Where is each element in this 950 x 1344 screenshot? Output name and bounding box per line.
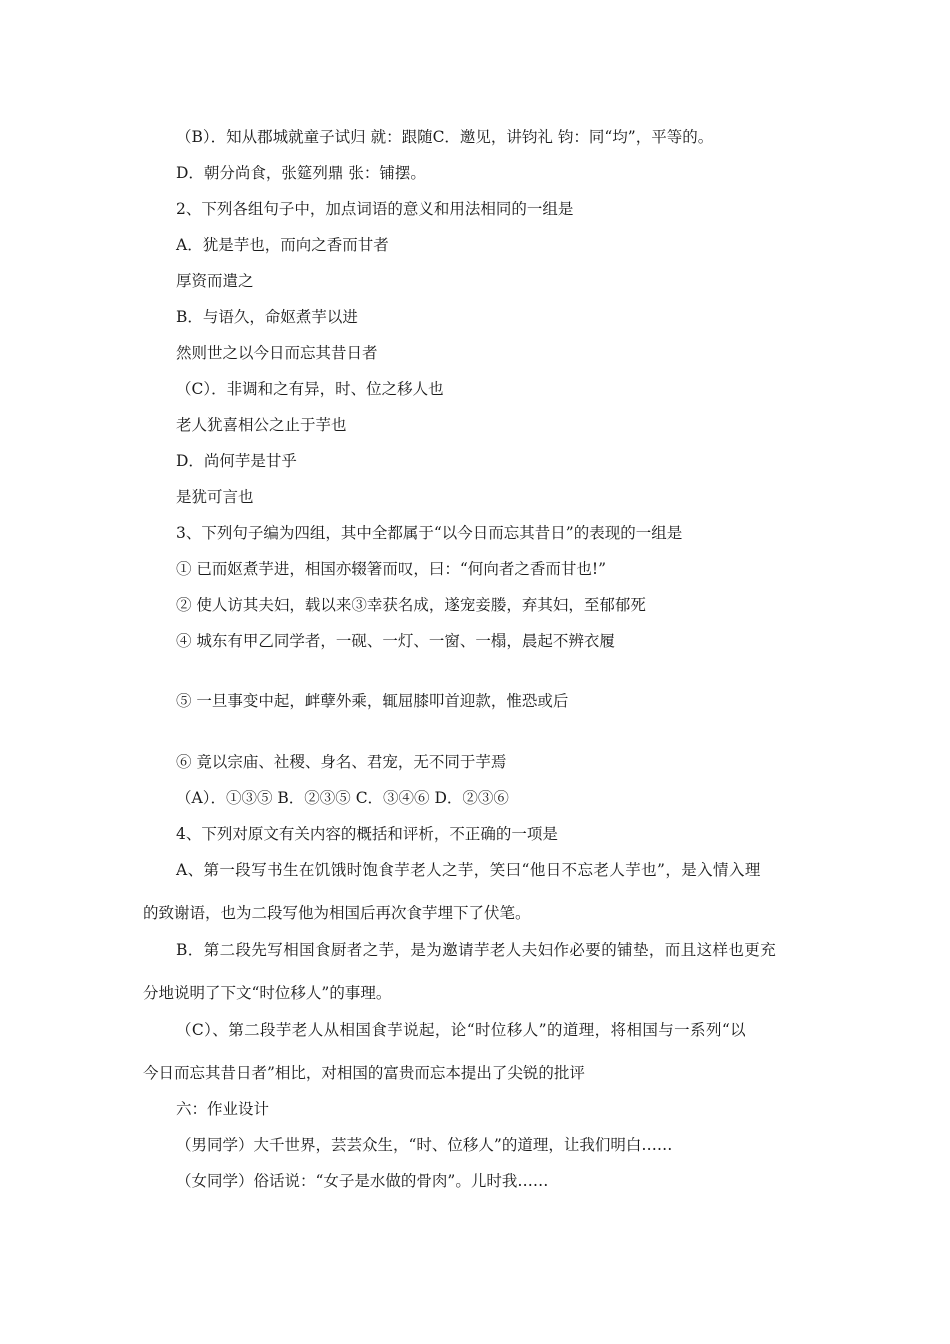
question-2-option-a-line-1: A．犹是芋也，而向之香而甘者 xyxy=(176,236,389,254)
question-2-stem: 2、下列各组句子中，加点词语的意义和用法相同的一组是 xyxy=(176,200,574,218)
section-heading-homework: 六：作业设计 xyxy=(176,1100,270,1118)
question-3-item-2-3: ② 使人访其夫妇，载以来③幸获名成，遂宠妾媵，弃其妇，至郁郁死 xyxy=(176,596,646,614)
question-4-option-a-line-2: 的致谢语，也为二段写他为相国后再次食芋埋下了伏笔。 xyxy=(143,904,531,922)
question-2-option-b-line-2: 然则世之以今日而忘其昔日者 xyxy=(176,344,378,362)
question-3-item-1: ① 已而妪煮芋进，相国亦辍箸而叹，曰：“何向者之香而甘也!” xyxy=(176,560,607,578)
text-line-option-d-vocab: D．朝分尚食，张筵列鼎 张：铺摆。 xyxy=(176,164,426,182)
question-3-item-4: ④ 城东有甲乙同学者，一砚、一灯、一窗、一榻，晨起不辨衣履 xyxy=(176,632,615,650)
question-3-item-5: ⑤ 一旦事变中起，衅孽外乘，辄屈膝叩首迎款，惟恐或后 xyxy=(176,692,569,710)
question-2-option-a-line-2: 厚资而遣之 xyxy=(176,272,254,290)
question-2-option-d-line-2: 是犹可言也 xyxy=(176,488,254,506)
question-2-option-b-line-1: B．与语久，命妪煮芋以进 xyxy=(176,308,358,326)
question-2-option-c-line-1: （C）．非调和之有异，时、位之移人也 xyxy=(176,380,444,398)
question-4-stem: 4、下列对原文有关内容的概括和评析，不正确的一项是 xyxy=(176,825,558,843)
homework-female-students: （女同学）俗话说：“女子是水做的骨肉”。儿时我…… xyxy=(176,1172,549,1190)
question-4-option-b-line-2: 分地说明了下文“时位移人”的事理。 xyxy=(143,984,392,1002)
text-line-option-b-vocab: （B）．知从郡城就童子试归 就：跟随C．邀见，讲钧礼 钧：同“均”，平等的。 xyxy=(176,128,714,146)
question-4-option-c-line-1: （C）、第二段芋老人从相国食芋说起，论“时位移人”的道理，将相国与一系列“以 xyxy=(176,1021,747,1039)
question-4-option-a-line-1: A、第一段写书生在饥饿时饱食芋老人之芋，笑曰“他日不忘老人芋也”，是入情入理 xyxy=(176,861,761,879)
question-4-option-c-line-2: 今日而忘其昔日者”相比，对相国的富贵而忘本提出了尖锐的批评 xyxy=(143,1064,585,1082)
question-3-stem: 3、下列句子编为四组，其中全都属于“以今日而忘其昔日”的表现的一组是 xyxy=(176,524,683,542)
question-3-item-6: ⑥ 竟以宗庙、社稷、身名、君宠，无不同于芋焉 xyxy=(176,753,507,771)
question-2-option-c-line-2: 老人犹喜相公之止于芋也 xyxy=(176,416,347,434)
question-4-option-b-line-1: B．第二段先写相国食厨者之芋，是为邀请芋老人夫妇作必要的铺垫，而且这样也更充 xyxy=(176,941,777,959)
homework-male-students: （男同学）大千世界，芸芸众生，“时、位移人”的道理，让我们明白…… xyxy=(176,1136,673,1154)
question-3-options: （A）．①③⑤ B．②③⑤ C．③④⑥ D．②③⑥ xyxy=(176,789,509,807)
question-2-option-d-line-1: D．尚何芋是甘乎 xyxy=(176,452,297,470)
